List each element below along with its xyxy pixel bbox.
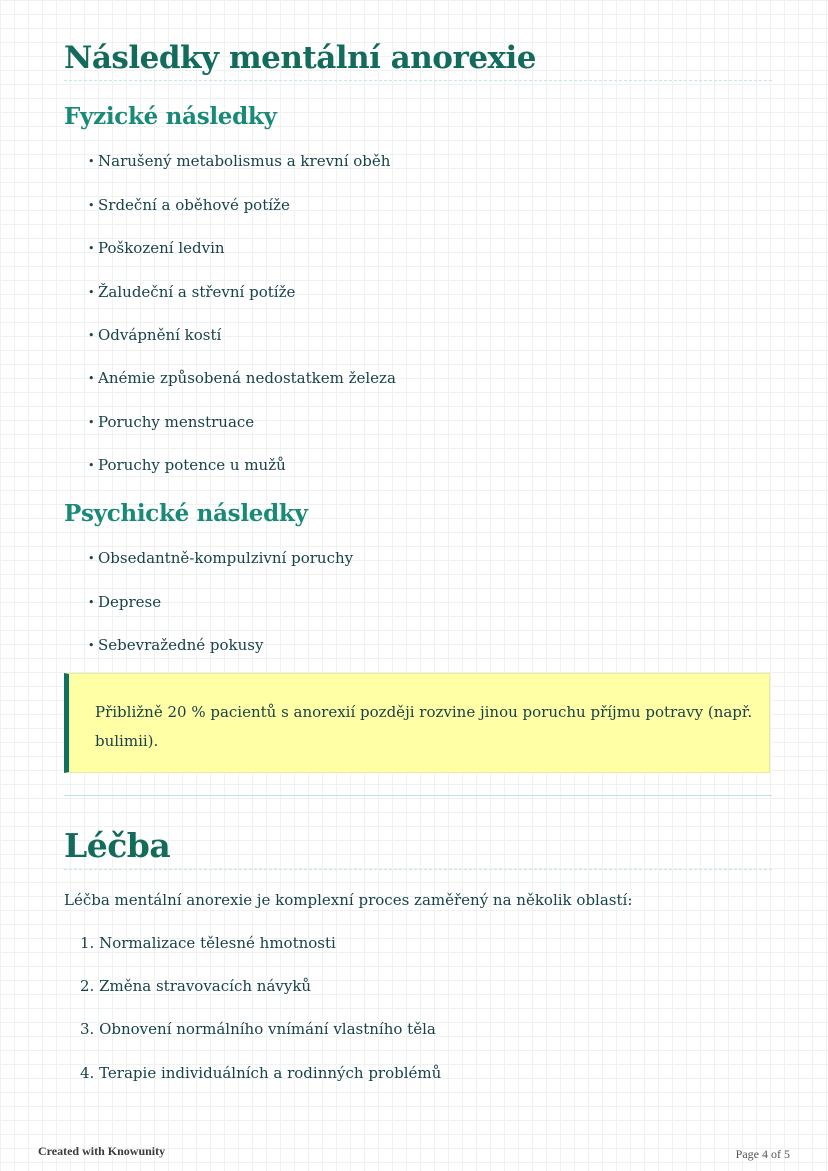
list-item-text: Deprese [98, 593, 162, 611]
item-number: 3. [80, 1020, 95, 1038]
bullet-icon: • [88, 639, 95, 652]
list-item [88, 151, 390, 172]
list-item-text: Narušený metabolismus a krevní oběh [98, 152, 391, 170]
list-item-text: Obsedantně-kompulzivní poruchy [98, 549, 354, 567]
list-item-text: Sebevražedné pokusy [98, 636, 264, 654]
list-item [88, 238, 225, 259]
list-item [88, 282, 295, 303]
footer-credit: Created with Knowunity [38, 1144, 166, 1158]
info-callout [64, 673, 770, 773]
item-text: Terapie individuálních a rodinných problémů [99, 1064, 442, 1082]
callout-text: Přibližně 20 % pacientů s anorexií později rozvine jinou poruchu příjmu potravy (např. bulimii). [95, 703, 753, 750]
list-item-text: Poruchy potence u mužů [98, 456, 286, 474]
bullet-icon: • [88, 199, 95, 212]
list-item [88, 548, 353, 569]
bullet-icon: • [88, 459, 95, 472]
ordered-item [80, 1019, 436, 1039]
item-number: 1. [80, 934, 95, 952]
item-text: Obnovení normálního vnímání vlastního těla [99, 1020, 436, 1038]
list-item-text: Odvápnění kostí [98, 326, 222, 344]
title-underline [64, 80, 772, 81]
list-item-text: Srdeční a oběhové potíže [98, 196, 290, 214]
section-title-treatment: Léčba [64, 826, 171, 865]
heading-psychological: Psychické následky [64, 500, 308, 527]
heading-physical: Fyzické následky [64, 103, 277, 130]
list-item-text: Žaludeční a střevní potíže [98, 283, 296, 301]
item-text: Změna stravovacích návyků [99, 977, 312, 995]
title-underline [64, 869, 772, 870]
list-item [88, 635, 263, 656]
ordered-item [80, 933, 336, 953]
section-divider [64, 795, 772, 796]
list-item-text: Poruchy menstruace [98, 413, 255, 431]
bullet-icon: • [88, 242, 95, 255]
list-item [88, 195, 290, 216]
bullet-icon: • [88, 416, 95, 429]
list-item [88, 455, 286, 476]
bullet-icon: • [88, 552, 95, 565]
item-text: Normalizace tělesné hmotnosti [99, 934, 336, 952]
list-item-text: Poškození ledvin [98, 239, 225, 257]
bullet-icon: • [88, 286, 95, 299]
section-title-consequences: Následky mentální anorexie [64, 40, 537, 76]
ordered-item [80, 976, 311, 996]
bullet-icon: • [88, 372, 95, 385]
list-item [88, 325, 221, 346]
ordered-item [80, 1063, 441, 1083]
list-item [88, 592, 161, 613]
list-item-text: Anémie způsobená nedostatkem železa [98, 369, 396, 387]
treatment-intro: Léčba mentální anorexie je komplexní proces zaměřený na několik oblastí: [64, 891, 633, 909]
list-item [88, 368, 396, 389]
page-number: Page 4 of 5 [735, 1147, 790, 1161]
bullet-icon: • [88, 329, 95, 342]
bullet-icon: • [88, 155, 95, 168]
item-number: 4. [80, 1064, 95, 1082]
item-number: 2. [80, 977, 95, 995]
bullet-icon: • [88, 596, 95, 609]
list-item [88, 412, 254, 433]
